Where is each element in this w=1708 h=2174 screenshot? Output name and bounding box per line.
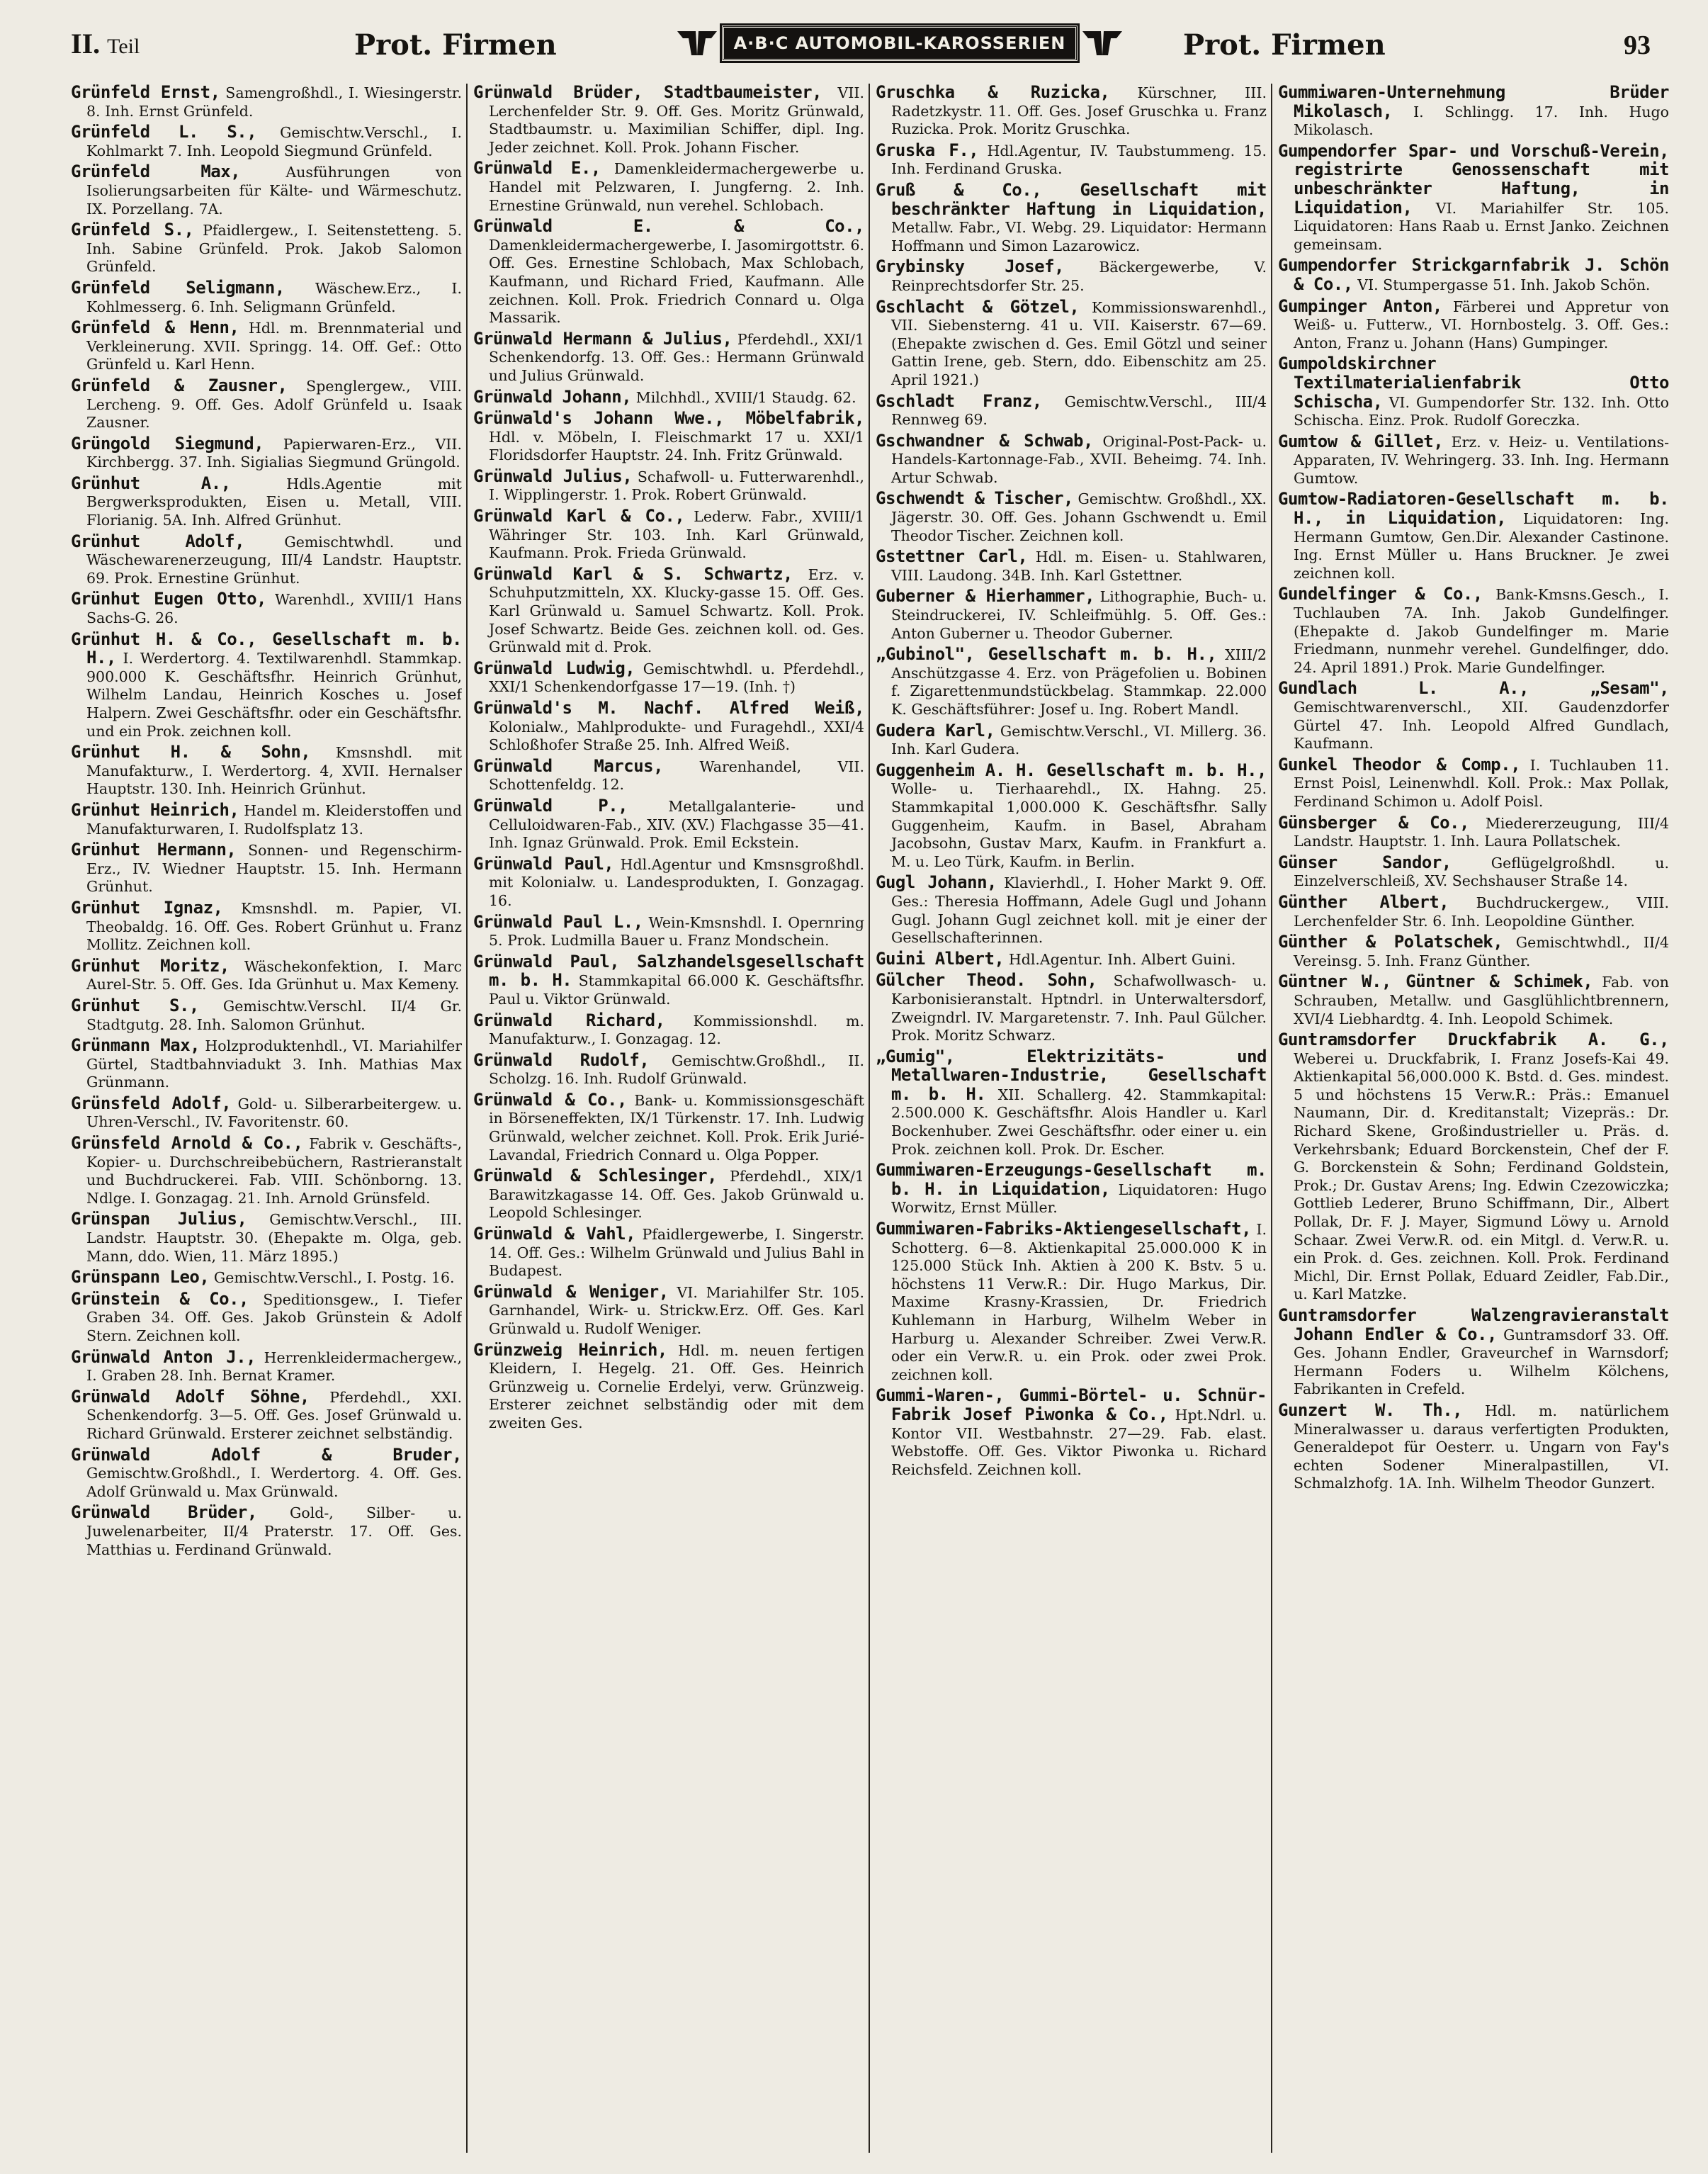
advertisement-banner: [652, 21, 1148, 65]
firm-name: Gummiwaren-Unternehmung Brüder Mikolasch,: [1278, 84, 1669, 121]
firm-name: Grünsfeld Arnold & Co.,: [71, 1133, 303, 1154]
firm-details: Handel m. Kleiderstoffen und Manufakturwaren, I. Rudolfsplatz 13.: [86, 801, 462, 838]
firm-name: Grünwald Julius,: [473, 466, 633, 486]
firm-name: Gunkel Theodor & Comp.,: [1278, 754, 1521, 775]
directory-entry: [473, 84, 864, 157]
directory-entry: [473, 1341, 864, 1433]
firm-details: Pferdehdl., XIX/1 Barawitzkagasse 14. Off. Ges. Jakob Grünwald u. Leopold Schlesinger.: [489, 1168, 864, 1222]
firm-name: Grünwald & Vahl,: [473, 1224, 636, 1244]
firm-name: Grünwald Paul L.,: [473, 911, 643, 932]
firm-details: Bank-Kmsns.Gesch., I. Tuchlauben 7A. Inh. Jakob Gundelfinger. (Ehepakte d. Jakob Gundelfinger m. Marie Friedmann, nunmehr verehel. Gundelfinger, ddo. 24. April 1891.) Prok. Marie Gundelfinger.: [1294, 586, 1669, 676]
firm-name: Gumpendorfer Spar- und Vorschuß-Verein, registrirte Genossenschaft mit unbeschränkter Haftung, in Liquidation,: [1278, 140, 1669, 218]
firm-details: Wein-Kmsnshdl. I. Opernring 5. Prok. Ludmilla Bauer u. Franz Mondschein.: [489, 913, 864, 950]
banner-text: A·B·C AUTOMOBIL-KAROSSERIEN: [722, 26, 1078, 61]
firm-name: Grünwald E.,: [473, 158, 601, 179]
directory-entry: [71, 1210, 462, 1266]
directory-entry: [1278, 814, 1669, 851]
firm-details: Fab. von Schrauben, Metallw. und Gasglühlichtbrennern, XVI/4 Liebhardtg. 4. Inh. Leopold Schimek.: [1294, 974, 1669, 1027]
firm-details: Lederw. Fabr., XVIII/1 Währinger Str. 103. Inh. Karl Grünwald, Kaufmann. Prok. Frieda Grünwald.: [489, 508, 864, 562]
firm-name: Gumpoldskirchner Textilmaterialienfabrik Otto Schischa,: [1278, 354, 1669, 412]
firm-details: Gemischtw.Verschl., III/4 Rennweg 69.: [891, 393, 1267, 429]
firm-details: VI. Gumpendorfer Str. 132. Inh. Otto Schischa. Einz. Prok. Rudolf Goreczka.: [1294, 393, 1669, 429]
firm-details: Gold-, Silber- u. Juwelenarbeiter, II/4 Praterstr. 17. Off. Ges. Matthias u. Ferdinand Grünwald.: [86, 1504, 462, 1558]
firm-details: Färberei und Appretur von Weiß- u. Futterw., VI. Hornbostelg. 3. Off. Ges.: Anton, Franz u. Johann (Hans) Gumpinger.: [1294, 298, 1669, 351]
firm-name: Guberner & Hierhammer,: [876, 586, 1095, 607]
firm-name: Grünhut Eugen Otto,: [71, 589, 266, 609]
firm-name: Grünhut H. & Sohn,: [71, 742, 311, 762]
directory-entry: [71, 84, 462, 120]
firm-name: Grünwald's Johann Wwe., Möbelfabrik,: [473, 408, 864, 429]
firm-details: Kolonialw., Mahlprodukte- und Furagehdl., XXI/4 Schloßhofer Straße 25. Inh. Alfred Weiß.: [489, 718, 864, 754]
firm-details: Kmsnshdl. mit Manufakturw., I. Werdertorg. 4, XVII. Hernalser Hauptstr. 130. Inh. Heinrich Grünhut.: [86, 744, 462, 798]
firm-details: Ausführungen von Isolierungsarbeiten für Kälte- und Wärmeschutz. IX. Porzellang. 7A.: [86, 164, 462, 218]
column-3: [876, 84, 1267, 2156]
firm-name: Grünfeld S.,: [71, 220, 194, 240]
directory-entry: [71, 841, 462, 896]
directory-entry: [473, 159, 864, 215]
firm-details: Gemischtw.Verschl., III. Landstr. Hauptstr. 30. (Ehepakte m. Olga, geb. Mann, ddo. Wien, 11. März 1895.): [86, 1211, 462, 1265]
directory-entry: [71, 435, 462, 472]
firm-details: Guntramsdorf 33. Off. Ges. Johann Endler, Graveurchef in Warnsdorf; Hermann Foders u. Wilhelm Kölchens, Fabrikanten in Crefeld.: [1294, 1326, 1669, 1398]
directory-entry: [473, 1049, 864, 1088]
firm-details: Damenkleidermachergewerbe u. Handel mit Pelzwaren, I. Jungferng. 2. Inh. Ernestine Grünwald, nun verehel. Schlobach.: [489, 160, 864, 214]
directory-entry: [473, 468, 864, 505]
firm-name: Grünmann Max,: [71, 1035, 200, 1056]
firm-name: Grünwald's M. Nachf. Alfred Weiß,: [473, 698, 864, 718]
column-4: [1278, 84, 1669, 2156]
firm-name: Gstettner Carl,: [876, 546, 1028, 567]
firm-name: „Gubinol", Gesellschaft m. b. H.,: [876, 644, 1217, 665]
firm-name: Grünfeld L. S.,: [71, 122, 257, 142]
firm-details: Geflügelgroßhdl. u. Einzelverschleiß, XV. Sechshauser Straße 14.: [1294, 854, 1669, 890]
firm-details: Liquidatoren: Ing. Hermann Gumtow, Gen.Dir. Alexander Castinone. Ing. Ernst Müller u. Hans Bruckner. Je zwei zeichnen koll.: [1294, 510, 1669, 582]
firm-name: Gruschka & Ruzicka,: [876, 84, 1110, 102]
firm-details: Pferdehdl., XXI. Schenkendorfg. 3—5. Off. Ges. Josef Grünwald u. Richard Grünwald. Ersterer zeichnet selbständig.: [86, 1388, 462, 1442]
column-rule: [466, 84, 468, 2153]
directory-entry: [1278, 142, 1669, 254]
firm-details: Hdl. m. neuen fertigen Kleidern, I. Hegelg. 21. Off. Ges. Heinrich Grünzweig u. Cornelie Erdelyi, verw. Grünzweig. Ersterer zeichnet selbständig oder mit dem zweiten Ges.: [489, 1341, 864, 1431]
directory-entry: [1278, 355, 1669, 429]
firm-details: Wäschew.Erz., I. Kohlmesserg. 6. Inh. Seligmann Grünfeld.: [86, 279, 462, 315]
directory-entry: [1278, 1031, 1669, 1304]
firm-details: Milchhdl., XVIII/1 Staudg. 62.: [631, 388, 856, 406]
directory-entry: [71, 1268, 462, 1288]
firm-name: Grüngold Siegmund,: [71, 433, 264, 454]
directory-entry: [71, 957, 462, 994]
directory-entry: [473, 330, 864, 385]
directory-entry: [1278, 680, 1669, 753]
firm-details: Klavierhdl., I. Hoher Markt 9. Off. Ges.: Theresia Hoffmann, Adele Gugl und Johann Gugl. Johann Gugl zeichnet koll. mit je einer der Gesellschafterinnen.: [891, 874, 1267, 947]
directory-entry: [1278, 756, 1669, 811]
firm-name: Grünhut Hermann,: [71, 840, 237, 860]
firm-details: Warenhandel, VII. Schottenfeldg. 12.: [489, 757, 864, 794]
directory-entry: [876, 181, 1267, 255]
firm-details: Warenhdl., XVIII/1 Hans Sachs-G. 26.: [86, 591, 462, 627]
firm-details: Kommissionswarenhdl., VII. Siebensterng. 41 u. VII. Kaiserstr. 67—69. (Ehepakte zwischen d. Ges. Emil Götzl und seiner Gattin Irene, geb. Stern, ddo. Eibenschitz am 25. April 1921.): [891, 298, 1267, 388]
firm-details: Metallgalanterie- und Celluloidwaren-Fab., XIV. (XV.) Flachgasse 35—41. Inh. Ignaz Grünwald. Prok. Emil Eckstein.: [489, 797, 864, 852]
directory-entry: [473, 218, 864, 327]
firm-name: Grünstein & Co.,: [71, 1288, 249, 1309]
directory-entry: [71, 1134, 462, 1207]
directory-entry: [71, 899, 462, 954]
running-head-left: Prot. Firmen: [354, 28, 557, 62]
directory-entry: [71, 1037, 462, 1092]
firm-name: Gundelfinger & Co.,: [1278, 584, 1483, 604]
firm-name: Grünwald P.,: [473, 795, 628, 816]
firm-name: Grünwald & Weniger,: [473, 1281, 669, 1302]
firm-name: Grünwald Paul,: [473, 853, 614, 874]
firm-details: Erz. v. Schuhputzmitteln, XX. Klucky-gasse 15. Off. Ges. Karl Grünwald u. Samuel Schwartz. Koll. Prok. Josef Schwartz. Beide Ges. zeichnen koll. od. Ges. Grünwald mit d. Prok.: [489, 565, 864, 656]
firm-details: XII. Schallerg. 42. Stammkapital: 2.500.000 K. Geschäftsfhr. Alois Handler u. Karl Bockenhuber. Zwei Geschäftsfhr. oder einer u. ein Prok. zeichnen koll. Prok. Dr. Escher.: [891, 1086, 1267, 1158]
firm-details: Spenglergew., VIII. Lercheng. 9. Off. Ges. Adolf Grünfeld u. Isaak Zausner.: [86, 377, 462, 432]
directory-entry: [71, 475, 462, 530]
firm-details: Bank- u. Kommissionsgeschäft in Börseneffekten, IX/1 Türkenstr. 17. Inh. Ludwig Grünwald, welcher zeichnet. Koll. Prok. Erik Jurié-Lavandal, Friedrich Connard u. Olga Popper.: [489, 1091, 864, 1164]
directory-entry: [1278, 1399, 1669, 1493]
firm-name: Grünwald Brüder,: [71, 1502, 257, 1523]
firm-details: VI. Mariahilfer Str. 105. Garnhandel, Wirk- u. Strickw.Erz. Off. Ges. Karl Grünwald u. Rudolf Weniger.: [489, 1283, 864, 1337]
directory-entry: [71, 997, 462, 1034]
firm-details: Hdl. m. Brennmaterial und Verkleinerung. XVII. Springg. 14. Off. Gef.: Otto Grünfeld u. Karl Henn.: [86, 320, 462, 373]
firm-name: Gschwendt & Tischer,: [876, 488, 1074, 509]
directory-entry: [473, 855, 864, 911]
firm-details: Schafwollwasch- u. Karbonisieranstalt. Hptndrl. in Unterwaltersdorf, Zweigndrl. IV. Margaretenstr. 7. Inh. Paul Gülcher. Prok. Moritz Schwarz.: [891, 972, 1267, 1044]
firm-details: Speditionsgew., I. Tiefer Graben 34. Off. Ges. Jakob Grünstein & Adolf Stern. Zeichnen koll.: [86, 1290, 462, 1344]
firm-details: I. Schlingg. 17. Inh. Hugo Mikolasch.: [1294, 103, 1669, 139]
firm-name: Grünhut Heinrich,: [71, 799, 239, 820]
directory-entry: [876, 1161, 1267, 1217]
firm-details: Lithographie, Buch- u. Steindruckerei, IV. Schleifmühlg. 5. Off. Ges.: Anton Guberner u. Theodor Guberner.: [891, 588, 1267, 642]
directory-entry: [1278, 933, 1669, 970]
firm-name: Grünfeld & Zausner,: [71, 375, 288, 395]
firm-name: Günsberger & Co.,: [1278, 812, 1469, 833]
directory-entry: [71, 1095, 462, 1132]
firm-name: Grünwald Rudolf,: [473, 1049, 650, 1070]
firm-details: Hdls.Agentie mit Bergwerksprodukten, Eisen u. Metall, VIII. Florianig. 5A. Inh. Alfred Grünhut.: [86, 475, 462, 529]
firm-name: Gumtow-Radiatoren-Gesellschaft m. b. H., in Liquidation,: [1278, 489, 1669, 529]
page-number: 93: [1624, 30, 1651, 60]
directory-entry: [876, 390, 1267, 429]
firm-name: Gummiwaren-Fabriks-Aktiengesellschaft,: [876, 1219, 1252, 1239]
firm-details: Gemischtw.Großhdl., I. Werdertorg. 4. Off. Ges. Adolf Grünwald u. Max Grünwald.: [86, 1465, 462, 1500]
directory-entry: [876, 298, 1267, 390]
firm-name: Grünfeld Max,: [71, 162, 241, 182]
firm-name: Grünwald Adolf & Bruder,: [71, 1444, 462, 1465]
firm-name: Grünwald & Co.,: [473, 1089, 627, 1110]
firm-name: Guntramsdorfer Walzengravieranstalt Johann Endler & Co.,: [1278, 1305, 1669, 1344]
firm-name: Gummiwaren-Erzeugungs-Gesellschaft m. b. H. in Liquidation,: [876, 1160, 1267, 1199]
firm-details: Pfaidlergew., I. Seitenstetteng. 5. Inh. Sabine Grünfeld. Prok. Jakob Salomon Grünfeld.: [86, 222, 462, 276]
firm-name: Grünhut S.,: [71, 995, 199, 1015]
directory-entry: [473, 1283, 864, 1339]
firm-name: Grünhut A.,: [71, 473, 231, 493]
firm-name: Grünfeld Ernst,: [71, 84, 220, 102]
firm-details: VII. Lerchenfelder Str. 9. Off. Ges. Moritz Grünwald, Stadtbaumstr. u. Maximilian Schiffer, dipl. Ing. Jeder zeichnet. Koll. Prok. Johann Fischer.: [489, 84, 864, 156]
directory-entry: [71, 123, 462, 160]
wing-emblem-icon: [1078, 25, 1127, 62]
firm-name: Guini Albert,: [876, 948, 1005, 969]
directory-entry: [71, 163, 462, 218]
directory-entry: [71, 279, 462, 316]
firm-name: Gruska F.,: [876, 140, 979, 160]
firm-details: Papierwaren-Erz., VII. Kirchbergg. 37. Inh. Sigialias Siegmund Grüngold.: [86, 435, 462, 471]
directory-entry: [1278, 854, 1669, 891]
firm-details: Gemischtw. Großhdl., XX. Jägerstr. 30. Off. Ges. Johann Gschwendt u. Emil Theodor Tischer. Zeichnen koll.: [891, 490, 1267, 544]
directory-entry: [473, 1012, 864, 1049]
firm-details: Gemischtwhdl. und Wäschewarenerzeugung, III/4 Landstr. Hauptstr. 69. Prok. Ernestine Grünhut.: [86, 533, 462, 587]
firm-details: Hdl.Agentur, IV. Taubstummeng. 15. Inh. Ferdinand Gruska.: [891, 142, 1267, 178]
firm-name: Günser Sandor,: [1278, 852, 1452, 872]
directory-entry: [876, 432, 1267, 488]
firm-name: Grünwald Anton J.,: [71, 1346, 256, 1367]
firm-details: Stammkapital 66.000 K. Geschäftsfhr. Paul u. Viktor Grünwald.: [489, 972, 864, 1008]
firm-name: Grünsfeld Adolf,: [71, 1093, 232, 1113]
firm-details: I. Schotterg. 6—8. Aktienkapital 25.000.000 K in 125.000 Stück Inh. Aktien à 200 K. Bstv. 5 u. höchstens 11 Verw.R.: Dir. Hugo Markus, Dir. Maxime Krasny-Krassien, Dr. Friedrich Kuhlemann in Harburg, Wilhelm Weber in Harburg u. Alexander Schreiber. Zwei Verw.R. oder ein Verw.R. u. ein Prok. oder zwei Prok. zeichnen koll.: [891, 1221, 1267, 1383]
directory-entry: [876, 1048, 1267, 1159]
firm-details: Kmsnshdl. m. Papier, VI. Theobaldg. 16. Off. Ges. Robert Grünhut u. Franz Mollitz. Zeichnen koll.: [86, 899, 462, 954]
firm-name: Grünfeld & Henn,: [71, 317, 239, 338]
firm-details: Fabrik v. Geschäfts-, Kopier- u. Durchschreibebüchern, Rastrieranstalt und Buchdruckerei. Fab. VIII. Schönborng. 13. Ndlge. I. Gonzagag. 21. Inh. Arnold Grünsfeld.: [86, 1135, 462, 1207]
directory-entry: [473, 660, 864, 697]
firm-name: Gudera Karl,: [876, 720, 995, 740]
firm-details: Gemischtw.Großhdl., II. Scholzg. 16. Inh. Rudolf Grünwald.: [489, 1052, 864, 1088]
firm-details: Wolle- u. Tierhaarehdl., IX. Hahng. 25. Stammkapital 1,000.000 K. Geschäftsfhr. Sally Guggenheim, Kaufm. in Basel, Abraham Jacobsohn, Gustav Marx, Kaufm. in Frankfurt a. M. u. Leo Türk, Kaufm. in Berlin.: [891, 780, 1267, 870]
firm-name: Gülcher Theod. Sohn,: [876, 970, 1097, 991]
firm-name: Grünspann Leo,: [71, 1267, 210, 1288]
directory-entry: [876, 762, 1267, 872]
firm-details: VI. Mariahilfer Str. 105. Liquidatoren: Hans Raab u. Ernst Janko. Zeichnen gemeinsam.: [1294, 199, 1669, 253]
directory-entry: [473, 1091, 864, 1164]
firm-details: Gemischtwhdl. u. Pferdehdl., XXI/1 Schenkendorfgasse 17—19. (Inh. †): [489, 660, 864, 696]
firm-name: Güntner W., Güntner & Schimek,: [1278, 971, 1593, 992]
firm-details: Pferdehdl., XXI/1 Schenkendorfg. 13. Off. Ges.: Hermann Grünwald und Julius Grünwald.: [489, 330, 864, 384]
column-rule: [869, 84, 870, 2153]
firm-details: Erz. v. Heiz- u. Ventilations-Apparaten, IV. Wehringerg. 33. Inh. Ing. Hermann Gumtow.: [1294, 433, 1669, 487]
firm-name: Gumtow & Gillet,: [1278, 431, 1444, 451]
firm-details: Damenkleidermachergewerbe, I. Jasomirgottstr. 6. Off. Ges. Ernestine Schlobach, Max Schlobach, Kaufmann, und Richard Fried, Kaufmann. Alle zeichnen. Koll. Prok. Friedrich Connard u. Olga Massarik.: [489, 236, 864, 327]
firm-name: Gschlacht & Götzel,: [876, 296, 1080, 317]
firm-details: Samengroßhdl., I. Wiesingerstr. 8. Inh. Ernst Grünfeld.: [86, 84, 462, 120]
directory-entry: [473, 797, 864, 852]
firm-details: Weberei u. Druckfabrik, I. Franz Josefs-Kai 49. Aktienkapital 56,000.000 K. Bstd. d. Ges. mindest. 5 und höchstens 15 Verw.R.: Präs.: Emanuel Naumann, Dir. d. Kreditanstalt; Vizepräs.: Dr. Richard Skene, Großindustrieller u. Präs. d. Verkehrsbank; Eduard Borckenstein, Chef der F. G. Borckenstein & Sohn; Ferdinand Goldstein, Prok.; Dr. Gustav Arens; Ing. Edwin Czezowiczka; Gottlieb Lederer, Bruno Schiffmann, Dir., Albert Pollak, Dr. F. J. Mayer, Sigmund Löwy u. Arnold Schaar. Zwei Verw.R. od. ein Mitgl. d. Verw.R. u. ein Prok. d. Ges. zeichnen. Koll. Prok. Ferdinand Michl, Dir. Ernst Pollak, Eduard Zeidler, Fab.Dir., u. Karl Matzke.: [1294, 1049, 1669, 1303]
directory-entry: [473, 699, 864, 755]
firm-name: Gschwandner & Schwab,: [876, 430, 1093, 451]
firm-details: I. Tuchlauben 11. Ernst Poisl, Leinenwhdl. Koll. Prok.: Max Pollak, Ferdinand Schimon u. Adolf Poisl.: [1294, 756, 1669, 810]
directory-entry: [71, 743, 462, 799]
directory-entry: [876, 722, 1267, 759]
firm-details: Holzproduktenhdl., VI. Mariahilfer Gürtel, Stadtbahnviadukt 3. Inh. Mathias Max Grünmann.: [86, 1037, 462, 1091]
directory-entry: [71, 377, 462, 432]
directory-entry: [473, 953, 864, 1009]
part-indicator: [71, 27, 140, 60]
firm-details: XIII/2 Anschützgasse 4. Erz. von Prägefolien u. Bobinen f. Zigarettenmundstückbelag. Stammkap. 22.000 K. Geschäftsführer: Josef u. Ing. Robert Mandl.: [891, 646, 1267, 718]
firm-details: Sonnen- und Regenschirm-Erz., IV. Wiedner Hauptstr. 15. Inh. Hermann Grünhut.: [86, 842, 462, 896]
directory-entry: [71, 1388, 462, 1443]
directory-entry: [876, 950, 1267, 969]
firm-details: VI. Stumpergasse 51. Inh. Jakob Schön.: [1352, 276, 1651, 293]
directory-entry: [71, 319, 462, 374]
firm-name: Grybinsky Josef,: [876, 257, 1064, 277]
firm-details: Hdl. v. Möbeln, I. Fleischmarkt 17 u. XXI/1 Floridsdorfer Hauptstr. 24. Inh. Fritz Grünwald.: [489, 428, 864, 464]
directory-entry: [1278, 433, 1669, 488]
firm-details: Kürschner, III. Radetzkystr. 11. Off. Ges. Josef Gruschka u. Franz Ruzicka. Prok. Moritz Gruschka.: [891, 84, 1267, 138]
directory-entry: [473, 1167, 864, 1222]
firm-name: Gummi-Waren-, Gummi-Börtel- u. Schnür-Fabrik Josef Piwonka & Co.,: [876, 1385, 1267, 1424]
firm-details: Hdl.Agentur. Inh. Albert Guini.: [1004, 950, 1236, 968]
directory-entry: [876, 258, 1267, 295]
firm-details: Herrenkleidermachergew., I. Graben 28. Inh. Bernat Kramer.: [86, 1348, 462, 1385]
firm-details: Liquidatoren: Hugo Worwitz, Ernst Müller.: [891, 1181, 1267, 1217]
firm-details: Hdl.Agentur und Kmsnsgroßhdl. mit Kolonialw. u. Landesprodukten, I. Gonzagag. 16.: [489, 855, 864, 909]
firm-name: Gugl Johann,: [876, 872, 997, 893]
firm-name: Grünhut Ignaz,: [71, 897, 223, 918]
firm-name: Gumpinger Anton,: [1278, 295, 1442, 316]
firm-details: Hdl. m. natürlichem Mineralwasser u. daraus verfertigten Produkten, Generaldepot für Oesterr. u. Ungarn von Fay's echten Sodener Mineralpastillen, VI. Schmalzhofg. 1A. Inh. Wilhelm Theodor Gunzert.: [1294, 1402, 1669, 1492]
directory-entry: [473, 913, 864, 950]
directory-entry: [473, 757, 864, 794]
firm-name: Guntramsdorfer Druckfabrik A. G.,: [1278, 1030, 1669, 1050]
firm-name: Gschladt Franz,: [876, 390, 1042, 411]
firm-name: Grünzweig Heinrich,: [473, 1339, 667, 1360]
directory-entry: [1278, 84, 1669, 140]
directory-entry: [1278, 585, 1669, 677]
part-number: II.: [71, 28, 101, 60]
column-rule: [1271, 84, 1272, 2153]
part-label: Teil: [107, 35, 140, 58]
directory-entry: [473, 507, 864, 563]
firm-name: Grünwald Ludwig,: [473, 658, 635, 678]
directory-entry: [876, 971, 1267, 1044]
running-head-right: Prot. Firmen: [1183, 28, 1386, 62]
directory-entry: [876, 1387, 1267, 1479]
firm-details: Schafwoll- u. Futterwarenhdl., I. Wipplingerstr. 1. Prok. Robert Grünwald.: [489, 468, 864, 504]
directory-entry: [473, 565, 864, 657]
firm-name: „Gumig", Elektrizitäts- und Metallwaren-Industrie, Gesellschaft m. b. H.: [876, 1046, 1267, 1104]
directory-entry: [71, 631, 462, 741]
firm-name: Grünwald Hermann & Julius,: [473, 328, 733, 349]
firm-name: Gunzert W. Th.,: [1278, 1399, 1463, 1420]
firm-details: Gemischtw.Verschl., I. Postg. 16.: [209, 1269, 455, 1287]
directory-entry: [71, 533, 462, 588]
directory-entry: [71, 1446, 462, 1502]
directory-entry: [1278, 1307, 1669, 1399]
firm-details: Gemischtw.Verschl., VI. Millerg. 36. Inh. Karl Gudera.: [891, 722, 1267, 758]
directory-entry: [1278, 257, 1669, 294]
firm-name: Grünhut Adolf,: [71, 531, 245, 551]
firm-name: Grünwald E. & Co.,: [473, 216, 864, 237]
directory-entry: [473, 388, 864, 407]
directory-entry: [876, 490, 1267, 545]
page-header: [71, 21, 1651, 71]
directory-entry: [473, 410, 864, 465]
firm-details: Original-Post-Pack- u. Handels-Kartonnage-Fab., XVII. Beheimg. 74. Inh. Artur Schwab.: [891, 432, 1267, 486]
directory-entry: [876, 646, 1267, 719]
firm-name: Grünwald Richard,: [473, 1010, 665, 1030]
firm-name: Grünhut Moritz,: [71, 955, 230, 976]
firm-name: Grünwald Johann,: [473, 386, 632, 407]
firm-name: Gundlach L. A., „Sesam",: [1278, 678, 1669, 699]
firm-name: Günther & Polatschek,: [1278, 932, 1503, 952]
firm-details: I. Werdertorg. 4. Textilwarenhdl. Stammkap. 900.000 K. Geschäftsfhr. Heinrich Grünhut, Wilhelm Landau, Heinrich Kosches u. Josef Halpern. Zwei Geschäftsfhr. oder ein Geschäftsfhr. und ein Prok. zeichnen koll.: [86, 650, 462, 740]
directory-entry: [71, 1290, 462, 1346]
directory-entry: [876, 84, 1267, 139]
directory-entry: [876, 587, 1267, 643]
firm-details: Buchdruckergew., VIII. Lerchenfelder Str. 6. Inh. Leopoldine Günther.: [1294, 894, 1669, 930]
directory-entry: [71, 221, 462, 276]
directory-entry: [71, 1348, 462, 1385]
firm-details: Hdl. m. Eisen- u. Stahlwaren, VIII. Laudong. 34B. Inh. Karl Gstettner.: [891, 548, 1267, 584]
firm-name: Günther Albert,: [1278, 891, 1449, 912]
firm-details: Gemischtwarenverschl., XII. Gaudenzdorfer Gürtel 47. Inh. Leopold Alfred Gundlach, Kaufmann.: [1294, 699, 1669, 753]
firm-details: Gemischtwhdl., II/4 Vereinsg. 5. Inh. Franz Günther.: [1294, 934, 1669, 969]
firm-name: Grünspan Julius,: [71, 1209, 247, 1229]
wing-emblem-icon: [672, 25, 722, 62]
firm-details: Metallw. Fabr., VI. Webg. 29. Liquidator: Hermann Hoffmann und Simon Lazarowicz.: [891, 219, 1267, 254]
directory-entry: [71, 590, 462, 627]
firm-name: Grünwald Paul, Salzhandelsgesellschaft m. b. H.: [473, 951, 864, 991]
firm-details: Kommissionshdl. m. Manufakturw., I. Gonzagag. 12.: [489, 1012, 864, 1048]
directory-entry: [876, 874, 1267, 947]
firm-name: Grünwald & Schlesinger,: [473, 1166, 718, 1186]
firm-name: Grünhut H. & Co., Gesellschaft m. b. H.,: [71, 629, 462, 668]
firm-details: Hpt.Ndrl. u. Kontor VII. Westbahnstr. 27—29. Fab. elast. Webstoffe. Off. Ges. Viktor Piwonka u. Richard Reichsfeld. Zeichnen koll.: [891, 1406, 1267, 1478]
directory-entry: [876, 142, 1267, 179]
directory-entry: [1278, 490, 1669, 582]
firm-details: Gemischtw.Verschl. II/4 Gr. Stadtgutg. 28. Inh. Salomon Grünhut.: [86, 997, 462, 1033]
directory-entry: [71, 1504, 462, 1559]
firm-details: Miedererzeugung, III/4 Landstr. Hauptstr. 1. Inh. Laura Pollatschek.: [1294, 814, 1669, 850]
column-2: [473, 84, 864, 2156]
firm-name: Guggenheim A. H. Gesellschaft m. b. H.,: [876, 760, 1267, 780]
directory-entry: [1278, 891, 1669, 930]
firm-name: Grünwald Adolf Söhne,: [71, 1386, 310, 1407]
directory-entry: [473, 1225, 864, 1280]
firm-name: Grünwald Marcus,: [473, 755, 664, 776]
firm-details: Pfaidlergewerbe, I. Singerstr. 14. Off. Ges.: Wilhelm Grünwald und Julius Bahl in Budapest.: [489, 1226, 864, 1280]
directory-entry: [1278, 295, 1669, 353]
firm-name: Grünwald Karl & S. Schwartz,: [473, 563, 793, 584]
firm-details: Wäschekonfektion, I. Marc Aurel-Str. 5. Off. Ges. Ida Grünhut u. Max Kemeny.: [86, 957, 462, 993]
firm-name: Grünwald Brüder, Stadtbaumeister,: [473, 84, 822, 102]
directory-entry: [1278, 973, 1669, 1028]
firm-details: Gemischtw.Verschl., I. Kohlmarkt 7. Inh. Leopold Siegmund Grünfeld.: [86, 124, 462, 159]
directory-entry: [876, 1220, 1267, 1384]
column-1: [71, 84, 462, 2156]
firm-name: Gruß & Co., Gesellschaft mit beschränkter Haftung in Liquidation,: [876, 179, 1267, 219]
firm-name: Grünfeld Seligmann,: [71, 277, 285, 298]
directory-entry: [71, 801, 462, 838]
firm-name: Gumpendorfer Strickgarnfabrik J. Schön & Co.,: [1278, 255, 1669, 294]
firm-details: Bäckergewerbe, V. Reinprechtsdorfer Str. 25.: [891, 259, 1267, 294]
firm-name: Grünwald Karl & Co.,: [473, 506, 685, 526]
directory-entry: [876, 548, 1267, 585]
firm-details: Gold- u. Silberarbeitergew. u. Uhren-Verschl., IV. Favoritenstr. 60.: [86, 1095, 462, 1131]
